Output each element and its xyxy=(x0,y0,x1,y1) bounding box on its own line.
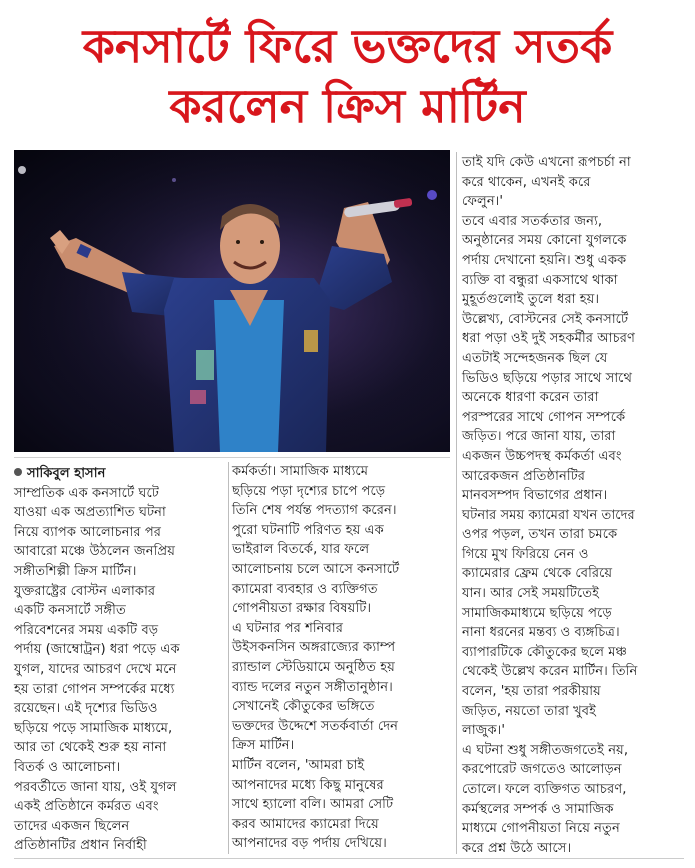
article-column-3 xyxy=(462,153,684,858)
photo-caption-rule xyxy=(14,457,450,458)
column-line: নানা ধরনের মন্তব্য ও ব্যঙ্গচিত্র। xyxy=(462,625,620,641)
column-line: গিয়ে মুখ ফিরিয়ে নেন ও xyxy=(462,546,589,562)
column-line: সাথে হ্যালো বলি। আমরা সেটি xyxy=(232,797,394,813)
column-line: করে প্রশ্ন উঠে আসে। xyxy=(462,840,572,856)
article-photo xyxy=(14,150,450,452)
article-headline xyxy=(0,0,695,140)
column-line: ব্যাপারটিকে কৌতুকের ছলে মঞ্চ xyxy=(462,644,628,660)
column-line: হয় তারা গোপন সম্পর্কের মধ্যে xyxy=(14,681,175,697)
column-line: এতটাই সন্দেহজনক ছিল যে xyxy=(462,350,608,366)
column-line: আপনাদের মধ্যে কিছু মানুষের xyxy=(232,777,384,793)
bullet-icon xyxy=(14,468,22,476)
column-line: ক্রিস মার্টিন। xyxy=(232,738,295,754)
byline xyxy=(14,464,226,484)
column-line: পরস্পরের সাথে গোপন সম্পর্কে xyxy=(462,409,626,425)
column-line: অনুষ্ঠানের সময় কোনো যুগলকে xyxy=(462,233,627,249)
column-line: মানবসম্পদ বিভাগের প্রধান। xyxy=(462,488,608,504)
column-line: ছড়িয়ে পড়ে সামাজিক মাধ্যমে, xyxy=(14,720,173,736)
column-line: মার্টিন বলেন, 'আমরা চাই xyxy=(232,757,365,773)
column-line: জড়িত, নয়তো তারা খুবই xyxy=(462,703,596,719)
column-line: পরবর্তীতে জানা যায়, ওই যুগল xyxy=(14,779,177,795)
column-line: ভিডিও ছড়িয়ে পড়ার সাথে সাথে xyxy=(462,370,632,386)
column-line: আর তা থেকেই শুরু হয় নানা xyxy=(14,740,167,756)
column-line: করপোরেট জগতেও আলোড়ন xyxy=(462,762,622,778)
column-line: উল্লেখ্য, বোস্টনের সেই কনসার্টে xyxy=(462,311,629,327)
article-column-1 xyxy=(14,464,226,856)
column-line: ক্যামেরার ফ্রেম থেকে বেরিয়ে xyxy=(462,566,613,582)
headline-line-1: কনসার্টে ফিরে ভক্তদের সতর্ক xyxy=(82,19,613,73)
column-line: সেখানেই কৌতুকের ভঙ্গিতে xyxy=(232,699,375,715)
column-line: ভাইরাল বিতর্কে, যার ফলে xyxy=(232,542,370,558)
column-line: পুরো ঘটনাটি পরিণত হয় এক xyxy=(232,522,384,538)
column-line: ভক্তদের উদ্দেশে সতর্কবার্তা দেন xyxy=(232,718,398,734)
column-divider-1 xyxy=(228,462,229,854)
column-line: আপনাদের বড় পর্দায় দেখিয়ে। xyxy=(232,836,387,852)
column-line: ক্যামেরা ব্যবহার ও ব্যক্তিগত xyxy=(232,581,378,597)
column-line: থেকেই উল্লেখ করেন মার্টিন। তিনি xyxy=(462,664,638,680)
column-line: ব্যক্তি বা বন্ধুরা একসাথে থাকা xyxy=(462,272,618,288)
column-line: সঙ্গীতশিল্পী ক্রিস মার্টিন। xyxy=(14,563,137,579)
headline-line-2: করলেন ক্রিস মার্টিন xyxy=(169,79,526,133)
column-line: উইসকনসিন অঙ্গরাজ্যের ক্যাম্প xyxy=(232,640,396,656)
column-line: মুহূর্তগুলোই তুলে ধরা হয়। xyxy=(462,292,600,308)
column-line: গোপনীয়তা রক্ষার বিষয়টি। xyxy=(232,601,372,617)
column-line: একই প্রতিষ্ঠানে কর্মরত এবং xyxy=(14,799,159,815)
column-line: তিনি শেষ পর্যন্ত পদত্যাগ করেন। xyxy=(232,503,397,519)
column-line: একজন উচ্চপদস্থ কর্মকর্তা এবং xyxy=(462,448,622,464)
column-line: বলেন, 'হয় তারা পরকীয়ায় xyxy=(462,684,601,700)
column-line: যান। আর সেই সময়টিতেই xyxy=(462,586,599,602)
column-line: বিতর্ক ও আলোচনা। xyxy=(14,759,121,775)
column-line: পর্দায় দেখানো হয়নি। শুধু একক xyxy=(462,252,627,268)
column-divider-2 xyxy=(456,152,457,854)
column-line: তোলে। ফলে ব্যক্তিগত আচরণ, xyxy=(462,782,627,797)
column-line: নিয়ে ব্যাপক আলোচনার পর xyxy=(14,524,162,540)
column-line: সাম্প্রতিক এক কনসার্টে ঘটে xyxy=(14,485,159,501)
column-line: পর্দায় (জাম্বোট্রন) ধরা পড়ে এক xyxy=(14,642,180,658)
column-line: ওপর পড়ল, তখন তারা চমকে xyxy=(462,527,618,543)
column-line: তাই যদি কেউ এখনো রূপচর্চা না xyxy=(462,155,631,170)
column-line: ঘটনার সময় ক্যামেরা যখন তাদের xyxy=(462,507,635,523)
singer-illustration xyxy=(14,150,450,452)
bottom-rule xyxy=(14,858,684,859)
column-line: মাধ্যমে গোপনীয়তা নিয়ে নতুন xyxy=(462,821,620,837)
column-line: তবে এবার সতর্কতার জন্য, xyxy=(462,213,603,229)
column-line: সামাজিকমাধ্যমে ছড়িয়ে পড়ে xyxy=(462,605,612,621)
column-line: ছড়িয়ে পড়া দৃশ্যের চাপে পড়ে xyxy=(232,483,386,499)
column-line: এ ঘটনার পর শনিবার xyxy=(232,620,343,636)
column-line: পরিবেশনের সময় একটি বড় xyxy=(14,622,159,638)
column-line: এ ঘটনা শুধু সঙ্গীতজগতেই নয়, xyxy=(462,742,629,758)
column-line: যুগল, যাদের আচরণ দেখে মনে xyxy=(14,661,177,677)
article-column-2 xyxy=(232,462,454,854)
column-line: করে থাকেন, এখনই করে xyxy=(462,174,591,190)
column-line: কর্মকর্তা। সামাজিক মাধ্যমে xyxy=(232,464,369,479)
column-line: ধরা পড়া ওই দুই সহকর্মীর আচরণ xyxy=(462,331,635,347)
column-line: যুক্তরাষ্ট্রের বোস্টন এলাকার xyxy=(14,583,156,599)
column-line: আবারো মঞ্চে উঠলেন জনপ্রিয় xyxy=(14,544,176,560)
column-line: লাজুক।' xyxy=(462,723,506,739)
column-line: জড়িত। পরে জানা যায়, তারা xyxy=(462,429,616,445)
column-line: আরেকজন প্রতিষ্ঠানটির xyxy=(462,468,586,484)
column-line: র‍্যান্ডাল স্টেডিয়ামে অনুষ্ঠিত হয় xyxy=(232,659,395,675)
column-line: আলোচনায় চলে আসে কনসার্টে xyxy=(232,561,400,577)
column-line: রয়েছেন। এই দৃশ্যের ভিডিও xyxy=(14,701,158,717)
column-line: কর্মস্থলের সম্পর্ক ও সামাজিক xyxy=(462,801,614,817)
column-line: তাদের একজন ছিলেন xyxy=(14,818,130,834)
column-line: যাওয়া এক অপ্রত্যাশিত ঘটনা xyxy=(14,505,166,521)
column-line: করব আমাদের ক্যামেরা দিয়ে xyxy=(232,816,379,832)
column-line: প্রতিষ্ঠানটির প্রধান নির্বাহী xyxy=(14,838,147,854)
byline-text: সাকিবুল হাসান xyxy=(27,466,106,481)
column-line: ব্যান্ড দলের নতুন সঙ্গীতানুষ্ঠান। xyxy=(232,679,393,695)
column-line: একটি কনসার্টে সঙ্গীত xyxy=(14,603,126,619)
column-line: ফেলুন।' xyxy=(462,194,504,210)
column-line: অনেকে ধারণা করেন তারা xyxy=(462,390,599,406)
